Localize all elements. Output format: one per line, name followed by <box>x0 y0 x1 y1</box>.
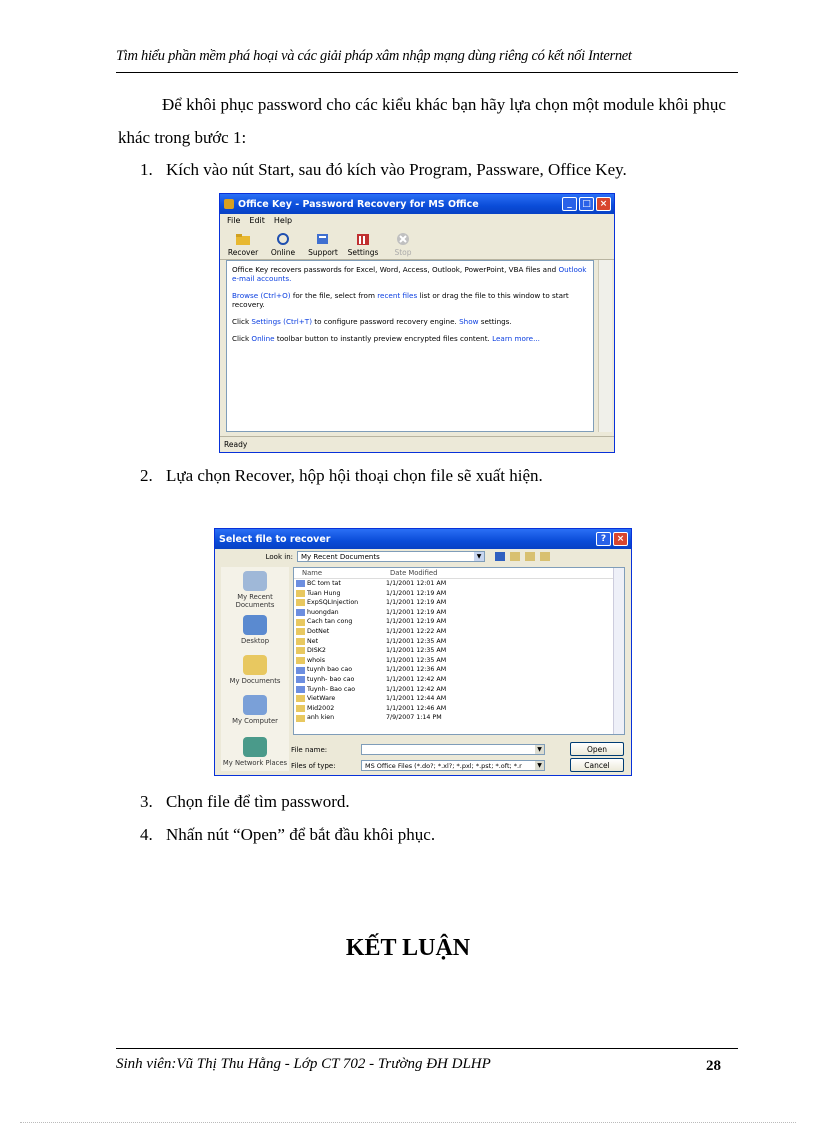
menu-help[interactable]: Help <box>273 216 293 225</box>
desktop-icon <box>243 615 267 635</box>
document-icon <box>296 667 305 674</box>
menu-edit[interactable]: Edit <box>249 216 265 225</box>
file-date: 1/1/2001 12:42 AM <box>386 676 447 683</box>
folder-icon <box>296 657 305 664</box>
info-scrollbar[interactable] <box>598 260 612 432</box>
chevron-down-icon: ▼ <box>535 745 544 754</box>
file-type-select[interactable]: MS Office Files (*.do?; *.xl?; *.pxl; *.pst; *.oft; *.r ▼ <box>361 760 545 771</box>
file-date: 1/1/2001 12:19 AM <box>386 618 447 626</box>
file-row[interactable] <box>294 646 614 656</box>
place-desktop[interactable]: Desktop <box>221 615 289 645</box>
document-icon <box>296 676 305 683</box>
folder-icon <box>296 628 305 635</box>
file-date: 1/1/2001 12:44 AM <box>386 695 447 703</box>
column-name-header[interactable]: Name <box>302 569 323 577</box>
file-name: BC tom tat <box>296 579 341 589</box>
footer-rule <box>116 1048 738 1049</box>
office-key-titlebar[interactable] <box>220 194 614 214</box>
step-3: 3. Chọn file để tìm password. <box>140 792 350 811</box>
select-file-title: Select file to recover <box>219 533 331 545</box>
look-in-label: Look in: <box>265 552 293 561</box>
stop-icon <box>395 232 411 246</box>
file-date: 1/1/2001 12:19 AM <box>386 608 447 616</box>
file-name: Tuynh- Bao cao <box>296 685 355 695</box>
document-icon <box>296 686 305 693</box>
select-file-dialog <box>214 528 632 776</box>
network-places-icon <box>243 737 267 757</box>
step-1: 1. Kích vào nút Start, sau đó kích vào Program, Passware, Office Key. <box>140 160 627 179</box>
file-name: anh kien <box>296 713 334 723</box>
folder-icon <box>296 695 305 702</box>
online-button[interactable]: Online <box>266 232 300 257</box>
settings-icon <box>355 232 371 246</box>
step-4: 4. Nhấn nút “Open” để bắt đầu khôi phục. <box>140 825 436 844</box>
file-list <box>293 567 625 735</box>
outlook-link[interactable]: Outlook e-mail accounts. <box>232 265 587 283</box>
status-bar: Ready <box>220 436 614 452</box>
file-date: 1/1/2001 12:35 AM <box>386 656 447 664</box>
file-row[interactable] <box>294 685 614 695</box>
file-name: DotNet <box>296 627 329 637</box>
file-date: 1/1/2001 12:19 AM <box>386 589 447 597</box>
file-row[interactable] <box>294 704 614 714</box>
online-link[interactable]: Online <box>251 334 275 343</box>
file-date: 1/1/2001 12:01 AM <box>386 580 447 587</box>
cancel-button[interactable]: Cancel <box>570 758 624 772</box>
file-name: tuynh bao cao <box>296 665 352 675</box>
place-my-computer[interactable]: My Computer <box>221 695 289 725</box>
support-button[interactable]: Support <box>306 232 340 257</box>
back-icon[interactable] <box>495 552 505 561</box>
file-date: 1/1/2001 12:35 AM <box>386 647 447 655</box>
settings-link[interactable]: Settings (Ctrl+T) <box>251 317 312 326</box>
file-type-label: Files of type: <box>291 761 336 770</box>
learn-more-link[interactable]: Learn more... <box>492 334 540 343</box>
file-name: tuynh- bao cao <box>296 675 354 685</box>
folder-icon <box>296 715 305 722</box>
open-button[interactable]: Open <box>570 742 624 756</box>
page-number: 28 <box>706 1058 721 1074</box>
file-row[interactable] <box>294 617 614 627</box>
section-heading: KẾT LUẬN <box>345 935 471 961</box>
file-row[interactable] <box>294 713 614 723</box>
place-my-documents[interactable]: My Documents <box>221 655 289 685</box>
new-folder-icon[interactable] <box>525 552 535 561</box>
file-name-label: File name: <box>291 745 328 754</box>
footer-author: Sinh viên:Vũ Thị Thu Hằng - Lớp CT 702 - Trường ĐH DLHP <box>116 1056 491 1072</box>
folder-icon <box>296 705 305 712</box>
file-name: DISK2 <box>296 646 326 656</box>
file-name-input[interactable] <box>361 744 545 755</box>
file-row[interactable] <box>294 694 614 704</box>
file-date: 1/1/2001 12:35 AM <box>386 637 447 645</box>
recover-button[interactable]: Recover <box>226 232 260 257</box>
file-row[interactable] <box>294 598 614 608</box>
place-my-network-places[interactable]: My Network Places <box>221 737 289 767</box>
office-key-app-icon <box>224 199 234 209</box>
toolbar <box>220 227 614 260</box>
file-date: 1/1/2001 12:46 AM <box>386 704 447 712</box>
support-icon <box>315 232 331 246</box>
refresh-icon <box>275 232 291 246</box>
menu-file[interactable]: File <box>227 216 241 225</box>
intro-paragraph: Để khôi phục password cho các kiểu khác bạn hãy lựa chọn một module khôi phục khác trong bước 1: <box>118 95 726 147</box>
dialog-close-button[interactable]: × <box>613 532 628 546</box>
maximize-button[interactable]: □ <box>579 197 594 211</box>
folder-icon <box>296 599 305 606</box>
folder-icon <box>296 590 305 597</box>
menubar <box>220 214 614 227</box>
file-date: 1/1/2001 12:22 AM <box>386 628 447 635</box>
document-icon <box>296 609 305 616</box>
folder-icon <box>296 638 305 645</box>
browse-link[interactable]: Browse (Ctrl+O) <box>232 291 291 300</box>
settings-button[interactable]: Settings <box>346 232 380 257</box>
file-date: 1/1/2001 12:42 AM <box>386 685 447 693</box>
file-row[interactable] <box>294 665 614 675</box>
stop-button[interactable]: Stop <box>386 232 420 257</box>
my-documents-icon <box>243 655 267 675</box>
file-row[interactable] <box>294 637 614 647</box>
my-computer-icon <box>243 695 267 715</box>
recent-documents-icon <box>243 571 267 591</box>
folder-icon <box>296 619 305 626</box>
page-header: Tìm hiểu phần mềm phá hoại và các giải pháp xâm nhập mạng dùng riêng có kết nối Internet <box>116 48 632 64</box>
file-date: 1/1/2001 12:19 AM <box>386 599 447 607</box>
recent-files-link[interactable]: recent files <box>377 291 418 300</box>
file-date: 7/9/2007 1:14 PM <box>386 714 442 722</box>
file-row[interactable] <box>294 579 614 589</box>
office-key-window <box>219 193 615 453</box>
chevron-down-icon: ▼ <box>535 761 544 770</box>
file-name: whois <box>296 656 325 666</box>
help-button[interactable]: ? <box>596 532 611 546</box>
minimize-button[interactable]: _ <box>562 197 577 211</box>
up-folder-icon[interactable] <box>510 552 520 561</box>
chevron-down-icon: ▼ <box>474 552 484 561</box>
file-row[interactable] <box>294 627 614 637</box>
place-my-recent-documents[interactable]: My Recent Documents <box>221 571 289 609</box>
file-name: Mid2002 <box>296 704 334 714</box>
file-list-scrollbar[interactable] <box>613 568 624 734</box>
views-menu-icon[interactable] <box>540 552 550 561</box>
file-name: Net <box>296 637 318 647</box>
look-in-select[interactable]: My Recent Documents ▼ <box>297 551 485 562</box>
column-date-header[interactable]: Date Modified <box>390 569 438 577</box>
file-row[interactable] <box>294 675 614 685</box>
file-name: ExpSQLInjection <box>296 598 358 608</box>
document-icon <box>296 580 305 587</box>
folder-icon <box>296 647 305 654</box>
places-bar <box>221 567 289 771</box>
close-button[interactable]: × <box>596 197 611 211</box>
file-row[interactable] <box>294 608 614 618</box>
file-row[interactable] <box>294 589 614 599</box>
show-settings-link[interactable]: Show <box>459 317 479 326</box>
folder-open-icon <box>235 232 251 246</box>
file-name: VietWare <box>296 694 335 704</box>
office-key-info-panel: Office Key recovers passwords for Excel, Word, Access, Outlook, PowerPoint, VBA files and Outlook e-mail accounts. Browse (Ctrl+O) for the file, select from recent files list or drag the file to this window to start recovery. Click Settings (Ctrl+T) to configure password recovery engine. Show settings. Click Online toolbar button to instantly preview encrypted files content. Learn more... <box>226 260 594 432</box>
office-key-title: Office Key - Password Recovery for MS Office <box>238 198 479 210</box>
file-name: Tuan Hung <box>296 589 340 599</box>
header-rule <box>116 72 738 73</box>
step-2: 2. Lựa chọn Recover, hộp hội thoại chọn file sẽ xuất hiện. <box>140 466 543 485</box>
select-file-titlebar[interactable] <box>215 529 631 549</box>
file-row[interactable] <box>294 656 614 666</box>
file-date: 1/1/2001 12:36 AM <box>386 666 447 674</box>
file-name: huongdan <box>296 608 339 618</box>
file-name: Cach tan cong <box>296 617 352 627</box>
